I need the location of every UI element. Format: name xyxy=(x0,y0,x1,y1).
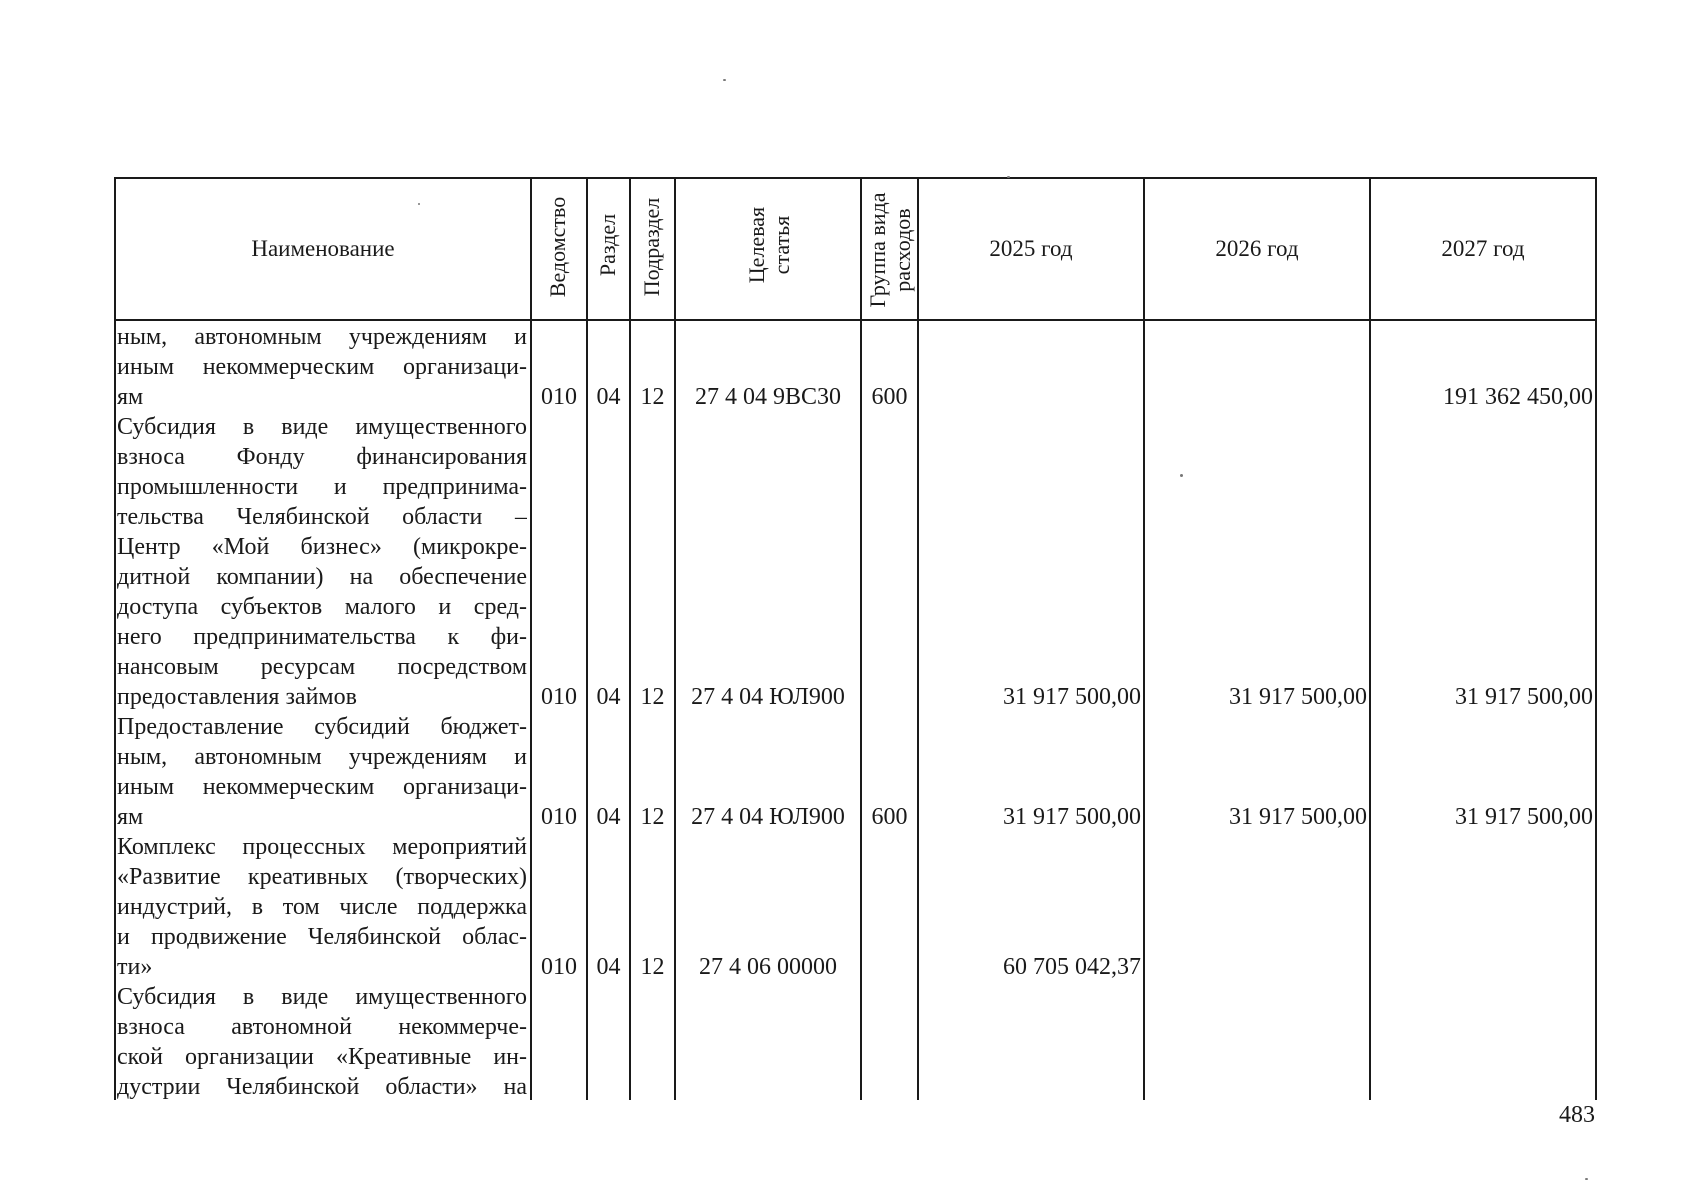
cell-2027: 31 917 500,00 xyxy=(1455,684,1593,710)
cell-podrazdel: 12 xyxy=(640,684,665,710)
header-name: Наименование xyxy=(251,236,395,261)
name-line: «Развитие креативных (творческих) xyxy=(117,864,527,890)
row-name xyxy=(117,712,527,832)
cell-podrazdel: 12 xyxy=(640,384,665,410)
cell-2025: 31 917 500,00 xyxy=(1003,804,1141,830)
name-line: дитной компании) на обеспечение xyxy=(117,564,527,590)
name-line: индустрий, в том числе поддержка xyxy=(117,894,527,920)
name-line: Комплекс процессных мероприятий xyxy=(117,834,527,860)
header-celevaya-line1: Целевая xyxy=(744,206,769,284)
name-line: ям xyxy=(117,804,144,830)
row-name xyxy=(117,412,527,712)
header-2027: 2027 год xyxy=(1441,236,1525,261)
header-2025: 2025 год xyxy=(989,236,1073,261)
cell-2027: 31 917 500,00 xyxy=(1455,804,1593,830)
name-line: тельства Челябинской области – xyxy=(117,504,527,530)
name-line: ным, автономным учреждениям и xyxy=(117,324,527,350)
column-divider xyxy=(1595,177,1597,1100)
name-line: него предпринимательства к фи- xyxy=(117,624,527,650)
name-line: Центр «Мой бизнес» (микрокре- xyxy=(117,534,527,560)
column-divider xyxy=(860,177,862,1100)
scan-speck xyxy=(723,79,726,81)
header-gruppa-line1: Группа вида xyxy=(865,192,890,308)
name-line: взноса автономной некоммерче- xyxy=(117,1014,527,1040)
name-line: Предоставление субсидий бюджет- xyxy=(117,714,527,740)
header-gruppa-line2: расходов xyxy=(890,208,915,292)
name-line: и продвижение Челябинской облас- xyxy=(117,924,527,950)
cell-razdel: 04 xyxy=(596,684,621,710)
name-line: доступа субъектов малого и сред- xyxy=(117,594,527,620)
row-name xyxy=(117,982,527,1102)
name-line: ской организации «Креативные ин- xyxy=(117,1044,527,1070)
cell-razdel: 04 xyxy=(596,954,621,980)
cell-2026: 31 917 500,00 xyxy=(1229,804,1367,830)
header-vedomstvo: Ведомство xyxy=(545,196,570,298)
page-number: 483 xyxy=(1559,1102,1595,1128)
cell-celevaya: 27 4 04 ЮЛ900 xyxy=(691,804,845,830)
cell-celevaya: 27 4 04 ЮЛ900 xyxy=(691,684,845,710)
cell-2026: 31 917 500,00 xyxy=(1229,684,1367,710)
cell-gruppa: 600 xyxy=(871,804,908,830)
cell-celevaya: 27 4 04 9ВС30 xyxy=(694,384,841,410)
header-2026: 2026 год xyxy=(1215,236,1299,261)
header-bottom-border xyxy=(114,319,1597,321)
header-podrazdel: Подраздел xyxy=(639,197,664,297)
cell-2025: 60 705 042,37 xyxy=(1003,954,1141,980)
scan-speck xyxy=(1585,1178,1588,1180)
scan-speck xyxy=(1180,474,1183,477)
name-line: Субсидия в виде имущественного xyxy=(117,984,527,1010)
name-line: ям xyxy=(117,384,144,410)
cell-2025: 31 917 500,00 xyxy=(1003,684,1141,710)
name-line: промышленности и предпринима- xyxy=(117,474,527,500)
scan-speck xyxy=(1007,176,1010,178)
cell-vedomstvo: 010 xyxy=(541,804,577,830)
name-line: дустрии Челябинской области» на xyxy=(117,1074,527,1100)
cell-podrazdel: 12 xyxy=(640,804,665,830)
cell-razdel: 04 xyxy=(596,384,621,410)
cell-celevaya: 27 4 06 00000 xyxy=(699,954,837,980)
row-name xyxy=(117,832,527,982)
name-line: иным некоммерческим организаци- xyxy=(117,354,527,380)
cell-razdel: 04 xyxy=(596,804,621,830)
scan-speck xyxy=(418,203,420,205)
header-razdel: Раздел xyxy=(595,213,620,277)
cell-2027: 191 362 450,00 xyxy=(1443,384,1593,410)
name-line: нансовым ресурсам посредством xyxy=(117,654,527,680)
name-line: Субсидия в виде имущественного xyxy=(117,414,527,440)
cell-vedomstvo: 010 xyxy=(541,684,577,710)
name-line: ным, автономным учреждениям и xyxy=(117,744,527,770)
cell-gruppa: 600 xyxy=(871,384,908,410)
cell-vedomstvo: 010 xyxy=(541,954,577,980)
cell-podrazdel: 12 xyxy=(640,954,665,980)
header-celevaya-line2: статья xyxy=(769,215,794,275)
name-line: иным некоммерческим организаци- xyxy=(117,774,527,800)
name-line: предоставления займов xyxy=(117,684,357,710)
name-line: взноса Фонду финансирования xyxy=(117,444,527,470)
name-line: ти» xyxy=(117,954,153,980)
cell-vedomstvo: 010 xyxy=(541,384,577,410)
row-name xyxy=(117,322,527,412)
